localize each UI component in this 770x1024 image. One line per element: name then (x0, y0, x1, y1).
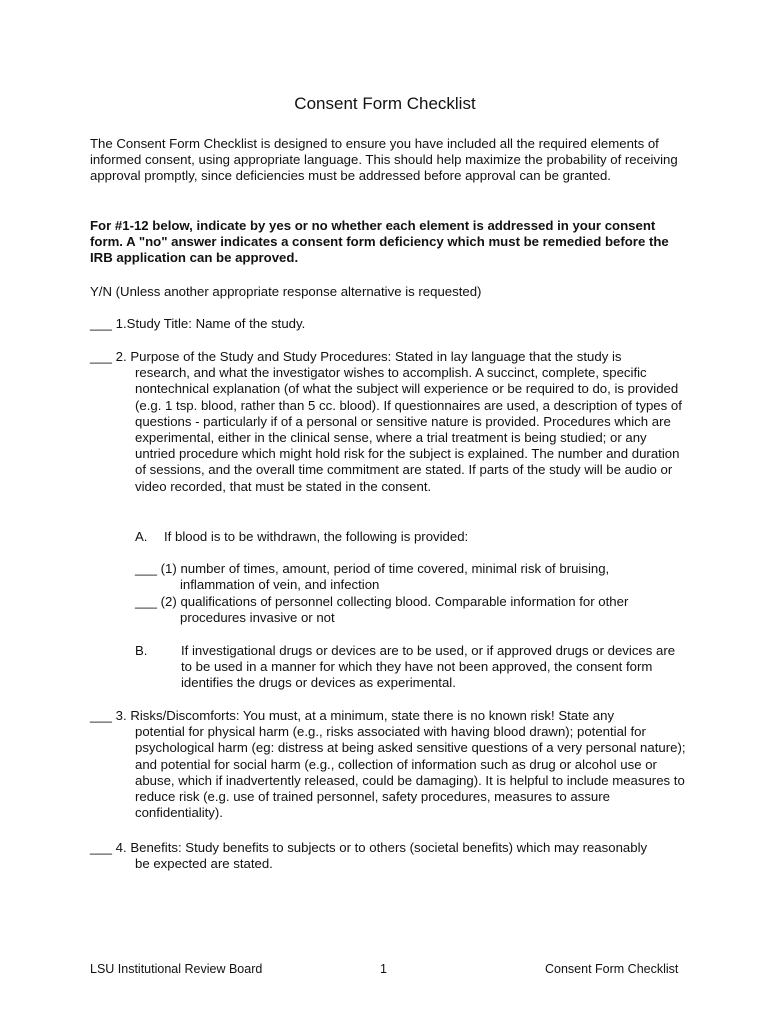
item-4-continuation: be expected are stated. (135, 856, 273, 872)
intro-paragraph: The Consent Form Checklist is designed to ensure you have included all the required elements of informed consent, using appropriate language. This should help maximize the probability of receiving approval promptly, since deficiencies must be addressed before approval can be granted. (90, 136, 678, 184)
item-4-first-line: ___ 4. Benefits: Study benefits to subjects or to others (societal benefits) which may reasonably (90, 840, 648, 855)
subitem-a2-first-line: ___ (2) qualifications of personnel collecting blood. Comparable information for other (135, 594, 629, 609)
yn-note: Y/N (Unless another appropriate response alternative is requested) (90, 284, 482, 299)
subitem-b-text: If investigational drugs or devices are to be used, or if approved drugs or devices are to be used in a manner for which they have not been approved, the consent form identifies the drugs or devices as experimental. (181, 643, 676, 691)
subitem-a1-continuation: inflammation of vein, and infection (180, 577, 380, 593)
checklist-item-3 (90, 708, 690, 821)
subitem-a-text: If blood is to be withdrawn, the following is provided: (164, 529, 469, 544)
item-2-continuation: research, and what the investigator wishes to accomplish. A succinct, complete, specific nontechnical explanation (of what the subject will experience or be required to do, is provided (e.g. 1 tsp. blood, rather than 5 cc. blood). If questionnaires are used, a description of types of questions - particularly if of a personal or sensitive nature is provided. Procedures which are experimental, either in the clinical sense, where a trial treatment is being studied; or any untried procedure which might hold risk for the subject is explained. The number and duration of sessions, and the overall time commitment are stated. If parts of the study will be audio or video recorded, that must be stated in the consent. (135, 365, 682, 494)
checklist-item-4 (90, 840, 690, 872)
item-1-text: ___ 1.Study Title: Name of the study. (90, 316, 306, 331)
subitem-a1-first-line: ___ (1) number of times, amount, period of time covered, minimal risk of bruising, (135, 561, 610, 576)
footer-left: LSU Institutional Review Board (90, 962, 263, 976)
checklist-item-1 (90, 316, 690, 332)
subitem-b-label: B. (135, 643, 148, 658)
subitem-a2 (135, 594, 675, 626)
item-3-first-line: ___ 3. Risks/Discomforts: You must, at a minimum, state there is no known risk! State any (90, 708, 615, 723)
footer-right: Consent Form Checklist (545, 962, 679, 976)
subitem-a1 (135, 561, 675, 593)
page-title: Consent Form Checklist (294, 94, 476, 113)
instruction-paragraph: For #1-12 below, indicate by yes or no whether each element is addressed in your consent form. A "no" answer indicates a consent form deficiency which must be remedied before the IRB application can be approved. (90, 218, 669, 266)
checklist-item-2 (90, 349, 690, 495)
item-2-first-line: ___ 2. Purpose of the Study and Study Procedures: Stated in lay language that the study is (90, 349, 622, 364)
item-3-continuation: potential for physical harm (e.g., risks associated with having blood drawn); potential for psychological harm (eg: distress at being asked sensitive questions of a very personal nature); and potential for social harm (e.g., collection of information such as drug or alcohol use or abuse, which if inadvertently released, could be damaging). It is helpful to include measures to reduce risk (e.g. use of trained personnel, safety procedures, measures to assure confidentiality). (135, 724, 686, 821)
subitem-a-label: A. (135, 529, 148, 544)
footer-page-number: 1 (380, 962, 387, 976)
subitem-a2-continuation: procedures invasive or not (180, 610, 335, 626)
